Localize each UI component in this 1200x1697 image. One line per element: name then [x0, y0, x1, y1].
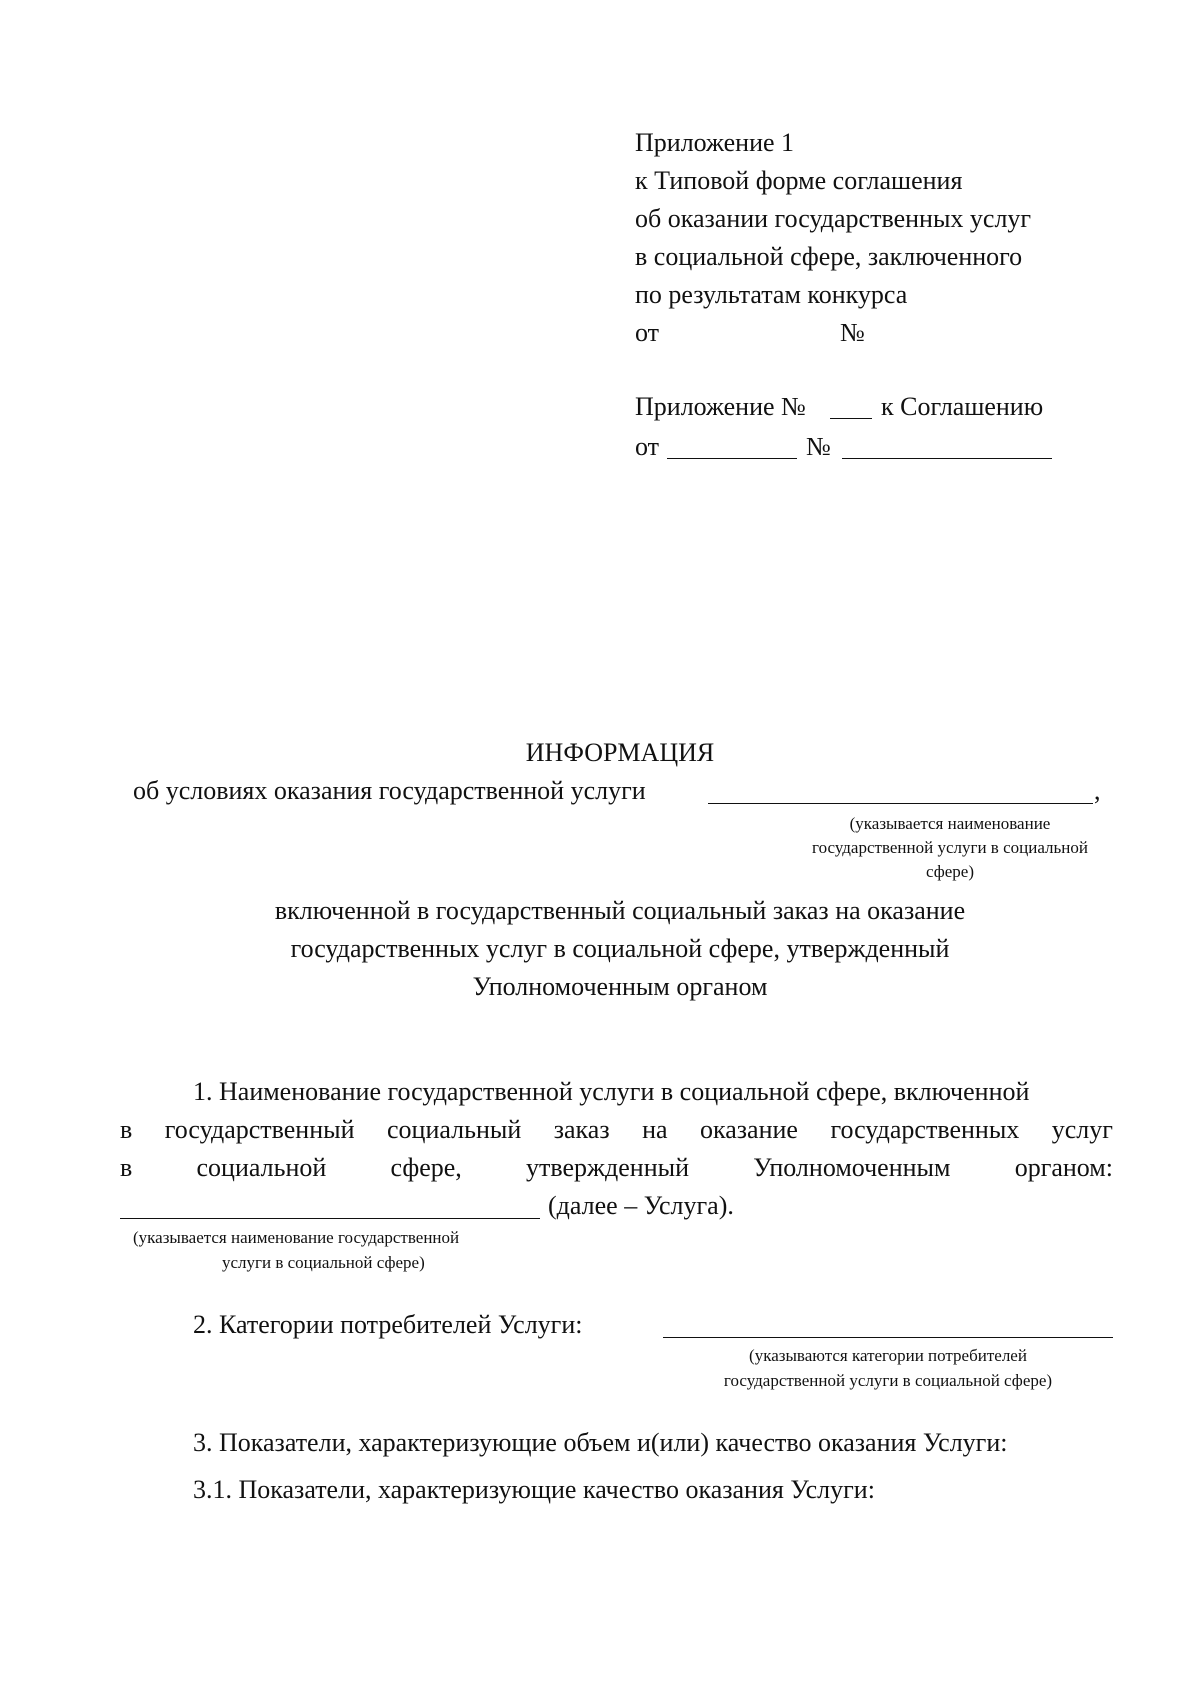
agreement-number-line	[842, 458, 1052, 459]
section1-line3-word: Уполномоченным	[753, 1153, 951, 1182]
section1-line3-word: социальной	[196, 1153, 327, 1182]
section1-suffix: (далее – Услуга).	[548, 1191, 734, 1220]
title-continuation-line2: государственных услуг в социальной сфере, утвержденный	[290, 934, 950, 963]
section2-label: 2. Категории потребителей Услуги:	[193, 1310, 583, 1339]
section2-note-line1: (указываются категории потребителей	[749, 1346, 1027, 1365]
document-subtitle: об условиях оказания государственной услуги	[133, 776, 646, 805]
section1-line2-word: в	[120, 1115, 133, 1144]
section1-line2-word: заказ	[553, 1115, 610, 1144]
appendix-header-line4: в социальной сфере, заключенного	[635, 242, 1023, 271]
section1-line2-word: государственных	[830, 1115, 1020, 1144]
section2-categories-line	[663, 1337, 1113, 1338]
section1-line3-word: сфере,	[390, 1153, 462, 1182]
agreement-to-label: к Соглашению	[881, 392, 1044, 421]
title-continuation-line1: включенной в государственный социальный заказ на оказание	[274, 896, 966, 925]
appendix-header-line5: по результатам конкурса	[635, 280, 908, 309]
section3-line2: 3.1. Показатели, характеризующие качество оказания Услуги:	[193, 1475, 875, 1504]
title-note-line3: сфере)	[925, 862, 975, 881]
section1-line3	[120, 1149, 1113, 1187]
section1-line3-word: органом:	[1014, 1153, 1113, 1182]
section1-line2-word: услуг	[1051, 1115, 1113, 1144]
appendix-header-line2: к Типовой форме соглашения	[635, 166, 963, 195]
section1-line3-word: в	[120, 1153, 133, 1182]
subtitle-comma: ,	[1094, 776, 1101, 805]
section1-line2-word: государственный	[164, 1115, 355, 1144]
document-title: ИНФОРМАЦИЯ	[525, 738, 715, 767]
agreement-date-line	[667, 458, 797, 459]
appendix-header-line3: об оказании государственных услуг	[635, 204, 1032, 233]
section3-line1: 3. Показатели, характеризующие объем и(или) качество оказания Услуги:	[193, 1428, 1008, 1457]
section1-service-name-line	[120, 1218, 540, 1219]
title-note-line2: государственной услуги в социальной	[812, 838, 1088, 857]
agreement-appendix-label: Приложение №	[635, 392, 806, 421]
section1-note-line2: услуги в социальной сфере)	[222, 1253, 425, 1272]
section1-line2-word: оказание	[700, 1115, 798, 1144]
agreement-from-label: от	[635, 432, 660, 461]
appendix-header-from: от	[635, 318, 660, 347]
agreement-number-label: №	[806, 432, 831, 461]
title-note-line1: (указывается наименование	[849, 814, 1051, 833]
section1-line2-word: социальный	[387, 1115, 522, 1144]
section1-line2-word: на	[642, 1115, 668, 1144]
title-continuation-line3: Уполномоченным органом	[472, 972, 768, 1001]
section2-note-line2: государственной услуги в социальной сфере)	[723, 1371, 1053, 1390]
section1-line2	[120, 1111, 1113, 1149]
section1-line3-word: утвержденный	[526, 1153, 690, 1182]
section1-line1: 1. Наименование государственной услуги в социальной сфере, включенной	[193, 1077, 1030, 1106]
section1-note-line1: (указывается наименование государственной	[133, 1228, 460, 1247]
agreement-appendix-number-line	[830, 418, 872, 419]
appendix-header-line1: Приложение 1	[635, 128, 795, 157]
service-name-line	[708, 803, 1093, 804]
appendix-header-number: №	[840, 318, 865, 347]
